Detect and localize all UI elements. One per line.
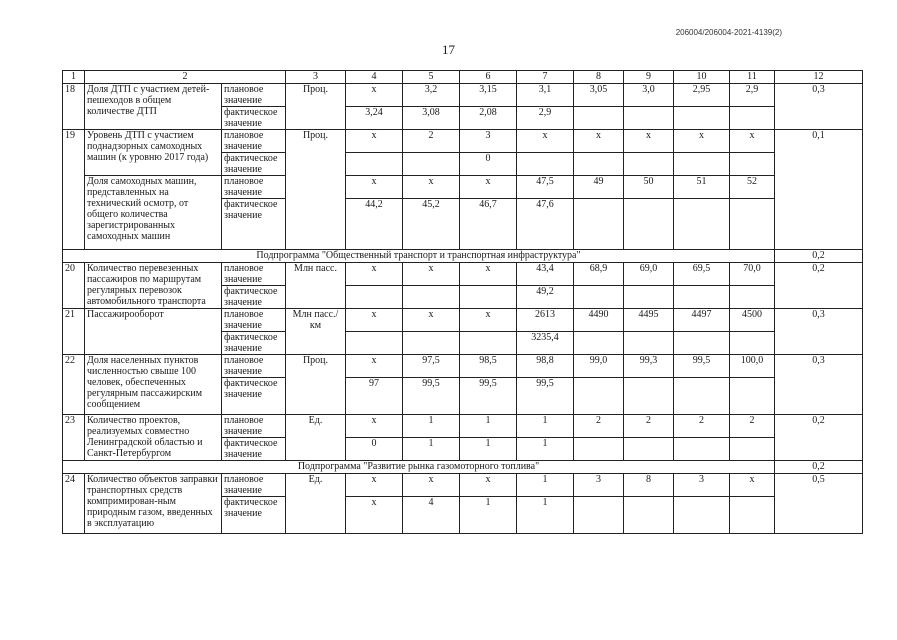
value-cell: 49,2: [517, 286, 574, 309]
value-cell: 99,3: [624, 355, 674, 378]
value-cell: 1: [517, 438, 574, 461]
header-row: [63, 71, 863, 84]
value-cell: х: [403, 176, 460, 199]
value-cell: 3,08: [403, 107, 460, 130]
value-cell: х: [460, 176, 517, 199]
value-cell: 69,0: [624, 263, 674, 286]
weight-cell: 0,3: [775, 84, 863, 130]
subprogram-title: Подпрограмма "Общественный транспорт и транспортная инфраструктура": [63, 250, 775, 263]
value-cell: 45,2: [403, 199, 460, 250]
value-cell: 50: [624, 176, 674, 199]
value-cell: 99,5: [460, 378, 517, 415]
value-cell: 3,24: [346, 107, 403, 130]
value-cell: 3,15: [460, 84, 517, 107]
value-cell: 1: [517, 415, 574, 438]
value-cell: [574, 153, 624, 176]
subprogram-row: [63, 250, 863, 263]
weight-cell: 0,5: [775, 474, 863, 534]
plan-label: плановое значение: [222, 130, 286, 153]
value-cell: [730, 286, 775, 309]
value-cell: х: [624, 130, 674, 153]
unit-cell: Проц.: [286, 84, 346, 130]
plan-label: плановое значение: [222, 355, 286, 378]
value-cell: [624, 332, 674, 355]
value-cell: 2: [574, 415, 624, 438]
value-cell: [346, 332, 403, 355]
value-cell: х: [674, 130, 730, 153]
value-cell: 44,2: [346, 199, 403, 250]
value-cell: 2: [674, 415, 730, 438]
weight-cell: 0,2: [775, 461, 863, 474]
value-cell: [674, 199, 730, 250]
value-cell: [460, 332, 517, 355]
value-cell: [674, 332, 730, 355]
plan-label: плановое значение: [222, 474, 286, 497]
value-cell: [403, 153, 460, 176]
value-cell: [574, 107, 624, 130]
fact-label: фактическое значение: [222, 199, 286, 250]
value-cell: 97,5: [403, 355, 460, 378]
value-cell: х: [574, 130, 624, 153]
table-row: [63, 309, 863, 332]
header-cell: 3: [286, 71, 346, 84]
row-number: 23: [63, 415, 85, 461]
value-cell: 3,05: [574, 84, 624, 107]
value-cell: [574, 286, 624, 309]
table-row: [63, 176, 863, 199]
header-cell: 1: [63, 71, 85, 84]
table-row: [63, 130, 863, 153]
value-cell: х: [403, 474, 460, 497]
weight-cell: 0,2: [775, 250, 863, 263]
plan-label: плановое значение: [222, 176, 286, 199]
value-cell: 99,5: [403, 378, 460, 415]
value-cell: 1: [460, 415, 517, 438]
plan-label: плановое значение: [222, 263, 286, 286]
value-cell: 1: [403, 438, 460, 461]
row-number: 22: [63, 355, 85, 415]
value-cell: [624, 153, 674, 176]
row-number: 21: [63, 309, 85, 355]
value-cell: 3,1: [517, 84, 574, 107]
value-cell: 1: [460, 497, 517, 534]
unit-cell: Проц.: [286, 355, 346, 415]
value-cell: 68,9: [574, 263, 624, 286]
value-cell: [403, 286, 460, 309]
subprogram-row: [63, 461, 863, 474]
unit-cell: Млн пасс.: [286, 263, 346, 309]
value-cell: 4490: [574, 309, 624, 332]
weight-cell: 0,3: [775, 309, 863, 355]
header-cell: 4: [346, 71, 403, 84]
indicator-name: Пассажирооборот: [85, 309, 222, 355]
value-cell: 3,0: [624, 84, 674, 107]
value-cell: 46,7: [460, 199, 517, 250]
value-cell: х: [460, 309, 517, 332]
value-cell: 4495: [624, 309, 674, 332]
header-cell: 9: [624, 71, 674, 84]
value-cell: [730, 107, 775, 130]
value-cell: [574, 199, 624, 250]
value-cell: [730, 332, 775, 355]
value-cell: 4: [403, 497, 460, 534]
value-cell: х: [730, 474, 775, 497]
header-cell: 6: [460, 71, 517, 84]
header-cell: 5: [403, 71, 460, 84]
value-cell: [674, 153, 730, 176]
value-cell: 99,0: [574, 355, 624, 378]
value-cell: 70,0: [730, 263, 775, 286]
value-cell: 1: [460, 438, 517, 461]
header-cell: 10: [674, 71, 730, 84]
value-cell: [730, 438, 775, 461]
value-cell: [730, 153, 775, 176]
value-cell: [403, 332, 460, 355]
unit-cell: Ед.: [286, 474, 346, 534]
value-cell: [574, 438, 624, 461]
value-cell: [517, 153, 574, 176]
fact-label: фактическое значение: [222, 438, 286, 461]
value-cell: 0: [346, 438, 403, 461]
fact-label: фактическое значение: [222, 332, 286, 355]
indicator-name: Количество объектов заправки транспортных средств компримирован-ным природным газом, введенных в эксплуатацию: [85, 474, 222, 534]
row-number: 20: [63, 263, 85, 309]
value-cell: [624, 107, 674, 130]
plan-label: плановое значение: [222, 84, 286, 107]
value-cell: 49: [574, 176, 624, 199]
unit-cell: Млн пасс./км: [286, 309, 346, 355]
table-row: [63, 263, 863, 286]
value-cell: х: [346, 474, 403, 497]
table-row: [63, 355, 863, 378]
value-cell: 52: [730, 176, 775, 199]
header-cell: 7: [517, 71, 574, 84]
value-cell: х: [346, 497, 403, 534]
value-cell: [574, 497, 624, 534]
value-cell: [674, 497, 730, 534]
fact-label: фактическое значение: [222, 497, 286, 534]
indicators-table: [62, 70, 863, 534]
value-cell: х: [346, 84, 403, 107]
value-cell: [624, 199, 674, 250]
header-cell: 12: [775, 71, 863, 84]
value-cell: х: [346, 176, 403, 199]
value-cell: 2: [624, 415, 674, 438]
value-cell: х: [346, 355, 403, 378]
value-cell: 1: [517, 497, 574, 534]
value-cell: 3235,4: [517, 332, 574, 355]
indicator-name: Доля самоходных машин, представленных на технический осмотр, от общего количества зарегистрированных самоходных машин: [85, 176, 222, 250]
weight-cell: 0,1: [775, 130, 863, 250]
indicator-name: Доля населенных пунктов численностью свыше 100 человек, обеспеченных регулярным пассажирским сообщением: [85, 355, 222, 415]
value-cell: х: [346, 130, 403, 153]
value-cell: 3,2: [403, 84, 460, 107]
subprogram-title: Подпрограмма "Развитие рынка газомоторного топлива": [63, 461, 775, 474]
value-cell: [624, 286, 674, 309]
plan-label: плановое значение: [222, 415, 286, 438]
value-cell: х: [346, 309, 403, 332]
table-row: [63, 415, 863, 438]
value-cell: 99,5: [674, 355, 730, 378]
row-number: 24: [63, 474, 85, 534]
value-cell: 43,4: [517, 263, 574, 286]
value-cell: 47,6: [517, 199, 574, 250]
value-cell: 8: [624, 474, 674, 497]
value-cell: 4497: [674, 309, 730, 332]
value-cell: [460, 286, 517, 309]
page-number: 17: [442, 42, 455, 57]
value-cell: 1: [403, 415, 460, 438]
value-cell: х: [346, 415, 403, 438]
indicator-name: Количество перевезенных пассажиров по маршрутам регулярных перевозок автомобильного транспорта: [85, 263, 222, 309]
value-cell: [674, 378, 730, 415]
document-id: 206004/206004-2021-4139(2): [675, 28, 782, 37]
value-cell: х: [403, 309, 460, 332]
value-cell: [574, 378, 624, 415]
value-cell: [624, 438, 674, 461]
value-cell: 2613: [517, 309, 574, 332]
row-number: 18: [63, 84, 85, 130]
table-row: [63, 474, 863, 497]
value-cell: 100,0: [730, 355, 775, 378]
table-row: [63, 84, 863, 107]
value-cell: [730, 378, 775, 415]
value-cell: 97: [346, 378, 403, 415]
value-cell: х: [730, 130, 775, 153]
indicator-name: Количество проектов, реализуемых совместно Ленинградской областью и Санкт-Петербургом: [85, 415, 222, 461]
value-cell: 4500: [730, 309, 775, 332]
header-cell: 8: [574, 71, 624, 84]
fact-label: фактическое значение: [222, 153, 286, 176]
value-cell: 69,5: [674, 263, 730, 286]
value-cell: 98,5: [460, 355, 517, 378]
value-cell: 3: [674, 474, 730, 497]
unit-cell: Проц.: [286, 130, 346, 250]
value-cell: х: [346, 263, 403, 286]
value-cell: 2,08: [460, 107, 517, 130]
value-cell: 1: [517, 474, 574, 497]
value-cell: 2: [403, 130, 460, 153]
value-cell: 3: [574, 474, 624, 497]
value-cell: 2,9: [730, 84, 775, 107]
value-cell: 2: [730, 415, 775, 438]
value-cell: х: [517, 130, 574, 153]
value-cell: [574, 332, 624, 355]
indicator-name: Доля ДТП с участием детей-пешеходов в общем количестве ДТП: [85, 84, 222, 130]
value-cell: х: [460, 474, 517, 497]
value-cell: [674, 107, 730, 130]
value-cell: х: [403, 263, 460, 286]
indicator-name: Уровень ДТП с участием поднадзорных самоходных машин (к уровню 2017 года): [85, 130, 222, 176]
value-cell: [730, 199, 775, 250]
fact-label: фактическое значение: [222, 378, 286, 415]
value-cell: 98,8: [517, 355, 574, 378]
value-cell: 3: [460, 130, 517, 153]
header-cell: 2: [85, 71, 286, 84]
plan-label: плановое значение: [222, 309, 286, 332]
value-cell: [624, 497, 674, 534]
row-number: 19: [63, 130, 85, 250]
unit-cell: Ед.: [286, 415, 346, 461]
weight-cell: 0,2: [775, 263, 863, 309]
value-cell: [730, 497, 775, 534]
value-cell: [346, 286, 403, 309]
value-cell: [624, 378, 674, 415]
value-cell: [674, 286, 730, 309]
header-cell: 11: [730, 71, 775, 84]
value-cell: 51: [674, 176, 730, 199]
fact-label: фактическое значение: [222, 107, 286, 130]
value-cell: 2,9: [517, 107, 574, 130]
value-cell: х: [460, 263, 517, 286]
value-cell: [674, 438, 730, 461]
value-cell: 2,95: [674, 84, 730, 107]
weight-cell: 0,2: [775, 415, 863, 461]
value-cell: 99,5: [517, 378, 574, 415]
value-cell: 0: [460, 153, 517, 176]
weight-cell: 0,3: [775, 355, 863, 415]
fact-label: фактическое значение: [222, 286, 286, 309]
value-cell: [346, 153, 403, 176]
value-cell: 47,5: [517, 176, 574, 199]
